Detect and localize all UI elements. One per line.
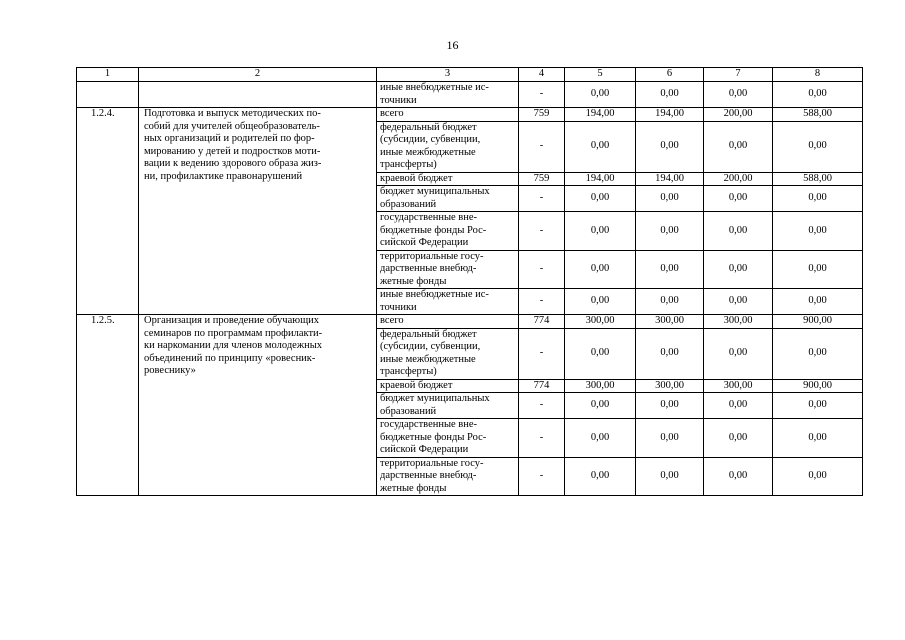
cell-value: 300,00 [565,379,636,393]
cell-value: 0,00 [704,289,773,315]
cell-value: - [519,393,565,419]
column-header: 5 [565,68,636,82]
cell-value: - [519,250,565,289]
column-header: 2 [139,68,377,82]
cell-value: 0,00 [704,82,773,108]
table-row [77,82,863,108]
cell-value: 0,00 [704,457,773,496]
funding-source: всего [377,108,519,122]
cell-value: 0,00 [636,212,704,251]
cell-value: 194,00 [636,108,704,122]
cell-value: 0,00 [704,121,773,172]
cell-value: 759 [519,172,565,186]
cell-value: 200,00 [704,108,773,122]
cell-value: 0,00 [773,289,863,315]
cell-value: 0,00 [704,212,773,251]
cell-value: 0,00 [704,186,773,212]
column-header: 8 [773,68,863,82]
funding-source: бюджет муниципальных образований [377,186,519,212]
cell-value: 0,00 [773,393,863,419]
cell-value: - [519,82,565,108]
cell-value: 300,00 [565,315,636,329]
cell-value: 0,00 [704,419,773,458]
funding-source: федеральный бюджет (субсидии, субвенции, иные межбюджетные трансферты) [377,328,519,379]
cell-value: 300,00 [704,379,773,393]
cell-value: 0,00 [565,121,636,172]
cell-value: 588,00 [773,108,863,122]
cell-value: - [519,212,565,251]
measure-code: 1.2.5. [77,315,139,496]
cell-value: 0,00 [565,212,636,251]
table-row [77,315,863,329]
cell-value: 300,00 [636,379,704,393]
cell-value: 0,00 [636,186,704,212]
cell-value: 0,00 [636,289,704,315]
cell-value: 0,00 [773,212,863,251]
header-row [77,68,863,82]
column-header: 6 [636,68,704,82]
cell-value: 0,00 [773,82,863,108]
cell-value: 194,00 [636,172,704,186]
cell-value: 194,00 [565,172,636,186]
cell-value: - [519,457,565,496]
cell-value: 194,00 [565,108,636,122]
cell-value: 0,00 [565,250,636,289]
funding-source: территориальные госу- дарственные внебюд- жетные фонды [377,457,519,496]
cell-value: 774 [519,315,565,329]
funding-source: иные внебюджетные ис- точники [377,289,519,315]
cell-value: 0,00 [773,250,863,289]
cell-value: 0,00 [773,121,863,172]
funding-source: государственные вне- бюджетные фонды Рос- сийской Федерации [377,419,519,458]
cell-value: 0,00 [565,419,636,458]
cell-value: 0,00 [704,393,773,419]
budget-table [76,67,863,496]
measure-title: Подготовка и выпуск методических по- собий для учителей общеобразователь- ных организаций и родителей по фор- мированию у детей и подростков моти- вации к ведению здорового образа жиз- ни, профилактике правонарушений [139,108,377,315]
cell-value: 200,00 [704,172,773,186]
cell-value: - [519,186,565,212]
cell-value: 0,00 [636,250,704,289]
funding-source: всего [377,315,519,329]
cell-value: 900,00 [773,315,863,329]
cell-value: - [519,121,565,172]
cell-value: - [519,328,565,379]
cell-value: 0,00 [773,328,863,379]
cell-value: 759 [519,108,565,122]
cell-value: 0,00 [636,457,704,496]
column-header: 1 [77,68,139,82]
column-header: 3 [377,68,519,82]
funding-source: территориальные госу- дарственные внебюд- жетные фонды [377,250,519,289]
cell-value: 0,00 [636,82,704,108]
cell-value: 0,00 [565,289,636,315]
cell-value: 774 [519,379,565,393]
cell-value: 0,00 [565,186,636,212]
funding-source: иные внебюджетные ис- точники [377,82,519,108]
cell-value: 0,00 [636,121,704,172]
cell-value: 0,00 [704,250,773,289]
cell-value: 0,00 [636,328,704,379]
cell-value: 300,00 [636,315,704,329]
table-row [77,108,863,122]
funding-source: бюджет муниципальных образований [377,393,519,419]
cell-value: 300,00 [704,315,773,329]
funding-source: краевой бюджет [377,379,519,393]
cell-value: 0,00 [565,82,636,108]
cell-value: 0,00 [565,457,636,496]
funding-source: государственные вне- бюджетные фонды Рос- сийской Федерации [377,212,519,251]
cell-value: 0,00 [773,186,863,212]
measure-code: 1.2.4. [77,108,139,315]
empty-cell [139,82,377,108]
column-header: 4 [519,68,565,82]
cell-value: 0,00 [773,419,863,458]
cell-value: - [519,419,565,458]
cell-value: 900,00 [773,379,863,393]
page-number: 16 [446,38,459,52]
cell-value: 0,00 [565,328,636,379]
cell-value: 0,00 [565,393,636,419]
column-header: 7 [704,68,773,82]
cell-value: 0,00 [636,419,704,458]
empty-cell [77,82,139,108]
funding-source: краевой бюджет [377,172,519,186]
measure-title: Организация и проведение обучающих семинаров по программам профилакти- ки наркомании для членов молодежных объединений по принципу «ровесник- ровеснику» [139,315,377,496]
cell-value: 0,00 [704,328,773,379]
cell-value: 588,00 [773,172,863,186]
cell-value: - [519,289,565,315]
cell-value: 0,00 [636,393,704,419]
funding-source: федеральный бюджет (субсидии, субвенции, иные межбюджетные трансферты) [377,121,519,172]
cell-value: 0,00 [773,457,863,496]
